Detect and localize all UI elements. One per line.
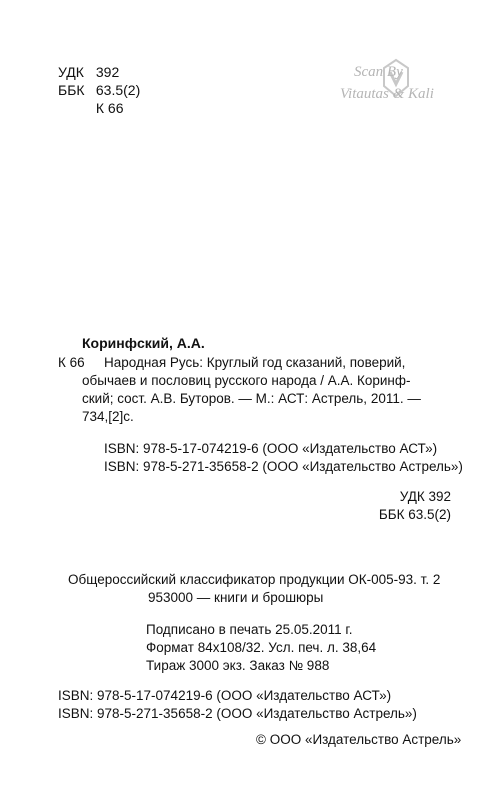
- footer-isbn-line: ISBN: 978-5-271-35658-2 (ООО «Издательство Астрель»): [58, 706, 417, 721]
- watermark-line-2: Vitautas & Kali: [340, 86, 434, 102]
- footer-isbn-line: ISBN: 978-5-17-074219-6 (ООО «Издательство АСТ»): [58, 688, 392, 703]
- bbk-label: ББК: [58, 82, 85, 98]
- bbk-value: 63.5(2): [95, 82, 141, 98]
- right-udk: УДК 392: [399, 489, 451, 504]
- watermark-line-1: Scan By: [354, 64, 403, 80]
- print-format: Формат 84x108/32. Усл. печ. л. 38,64: [146, 640, 377, 655]
- entry-isbn-line: ISBN: 978-5-271-35658-2 (ООО «Издательство Астрель»): [104, 459, 463, 474]
- entry-isbn-line: ISBN: 978-5-17-074219-6 (ООО «Издательство АСТ»): [104, 441, 438, 456]
- print-signed: Подписано в печать 25.05.2011 г.: [146, 622, 353, 637]
- scan-watermark: [336, 58, 456, 120]
- author-mark-row: [58, 99, 140, 117]
- entry-text-line: Народная Русь: Круглый год сказаний, поверий,: [104, 355, 406, 370]
- entry-text-line: ский; сост. А.В. Буторов. — М.: АСТ: Астрель, 2011. —: [82, 391, 421, 406]
- author-mark: К 66: [95, 100, 124, 116]
- bbk-row: [58, 81, 140, 99]
- right-bbk: ББК 63.5(2): [378, 507, 451, 522]
- entry-text-line: 734,[2]с.: [82, 409, 134, 424]
- classification-codes: [58, 63, 140, 117]
- copyright: © ООО «Издательство Астрель»: [256, 732, 462, 747]
- entry-author: Коринфский, А.А.: [82, 335, 205, 351]
- right-classification-codes: [379, 488, 451, 524]
- udk-row: [58, 63, 140, 81]
- udk-value: 392: [95, 64, 120, 80]
- udk-label: УДК: [58, 64, 84, 80]
- print-run: Тираж 3000 экз. Заказ № 988: [146, 658, 330, 673]
- entry-mark: К 66: [58, 355, 85, 370]
- entry-text-line: обычаев и пословиц русского народа / А.А. Коринф-: [82, 373, 411, 388]
- classifier-line-1: Общероссийский классификатор продукции ОК-005-93. т. 2: [68, 572, 441, 587]
- classifier-line-2: 953000 — книги и брошюры: [148, 590, 324, 605]
